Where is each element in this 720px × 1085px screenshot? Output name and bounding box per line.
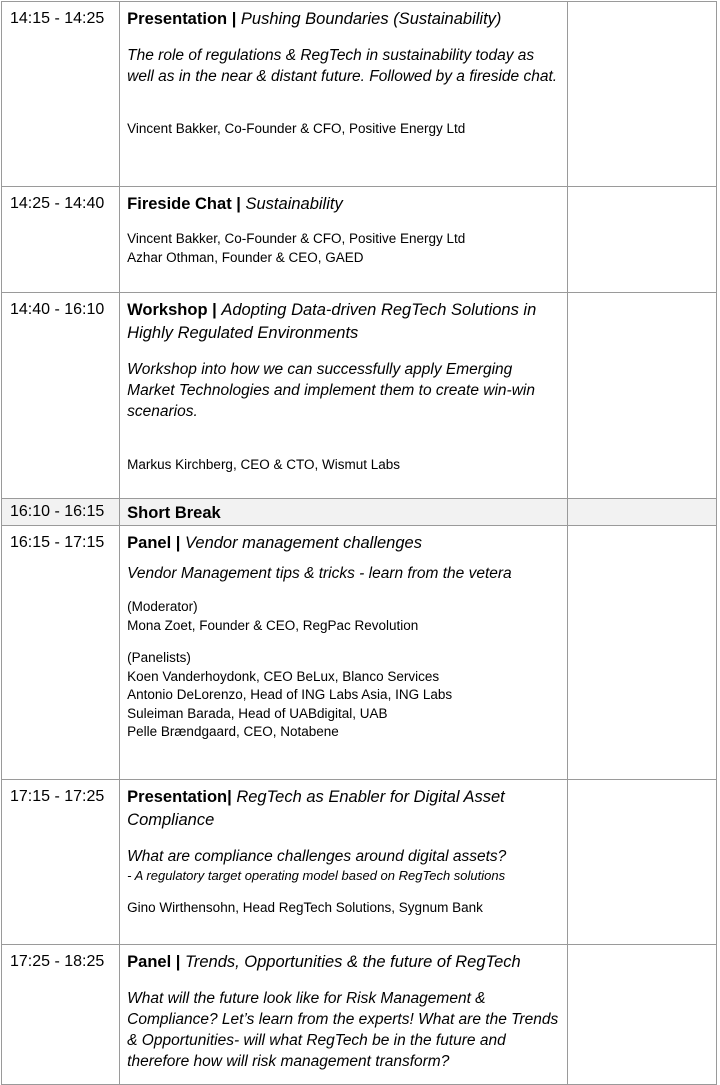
session-extra-cell [567, 780, 716, 945]
session-row [2, 526, 717, 780]
session-extra-cell [567, 187, 716, 293]
session-body-cell [120, 945, 568, 1085]
agenda-table [1, 1, 717, 1085]
session-separator: | [175, 534, 181, 552]
session-description: Vendor Management tips & tricks - learn from the vetera [127, 565, 512, 582]
session-time: 16:10 - 16:15 [10, 503, 105, 520]
session-description: The role of regulations & RegTech in sustainability today as well as in the near & distant future. Followed by a fireside chat. [127, 47, 558, 85]
session-time-cell [2, 499, 120, 526]
session-type: Short Break [127, 504, 221, 522]
session-row [2, 2, 717, 187]
session-title: Vendor management challenges [185, 534, 422, 552]
session-title: Sustainability [245, 195, 343, 213]
session-heading [127, 299, 561, 345]
session-extra-cell [567, 945, 716, 1085]
session-extra-cell [567, 499, 716, 526]
session-body-cell [120, 780, 568, 945]
session-separator: | [227, 788, 232, 806]
session-description: Workshop into how we can successfully apply Emerging Market Technologies and implement them to create win-win scenarios. [127, 361, 535, 420]
session-row [2, 780, 717, 945]
session-body-cell [120, 2, 568, 187]
session-title: Pushing Boundaries (Sustainability) [240, 10, 502, 28]
session-type: Fireside Chat [127, 195, 232, 213]
session-separator: | [231, 10, 237, 28]
session-title: Adopting Data-driven RegTech Solutions in Highly Regulated Environments [127, 301, 537, 342]
session-extra-cell [567, 526, 716, 780]
speaker: Gino Wirthensohn, Head RegTech Solutions, Sygnum Bank [127, 900, 483, 915]
panelist: Antonio DeLorenzo, Head of ING Labs Asia, ING Labs [127, 687, 453, 702]
break-row [2, 499, 717, 526]
speaker: Markus Kirchberg, CEO & CTO, Wismut Labs [127, 457, 400, 472]
session-separator: | [212, 301, 217, 319]
session-title: RegTech as Enabler for Digital Asset Compliance [127, 788, 505, 829]
session-extra-cell [567, 2, 716, 187]
session-description: What are compliance challenges around digital assets? [127, 848, 507, 865]
session-heading [127, 532, 561, 555]
session-row [2, 945, 717, 1085]
session-type: Panel [127, 953, 172, 971]
panelist: Suleiman Barada, Head of UABdigital, UAB [127, 705, 388, 721]
session-time-cell [2, 2, 120, 187]
session-type: Presentation [127, 788, 228, 806]
speaker: Vincent Bakker, Co-Founder & CFO, Positive Energy Ltd [127, 121, 466, 136]
session-separator: | [236, 195, 241, 213]
session-row [2, 293, 717, 499]
panelist: Pelle Brændgaard, CEO, Notabene [127, 724, 339, 739]
session-time: 14:25 - 14:40 [10, 195, 105, 212]
session-time: 17:15 - 17:25 [10, 788, 105, 805]
session-description-sub: - A regulatory target operating model based on RegTech solutions [127, 868, 506, 883]
session-body-cell [120, 293, 568, 499]
session-extra-cell [567, 293, 716, 499]
panelist: Koen Vanderhoydonk, CEO BeLux, Blanco Services [127, 668, 440, 684]
moderator: Mona Zoet, Founder & CEO, RegPac Revolution [127, 617, 419, 633]
session-time: 14:15 - 14:25 [10, 10, 105, 27]
session-type: Panel [127, 534, 172, 552]
session-row [2, 187, 717, 293]
session-body-cell [120, 499, 568, 526]
session-heading [127, 951, 561, 974]
session-time: 17:25 - 18:25 [10, 953, 105, 970]
session-body-cell [120, 187, 568, 293]
session-heading [127, 8, 561, 31]
session-type: Presentation [127, 10, 228, 28]
speaker: Azhar Othman, Founder & CEO, GAED [127, 249, 364, 265]
session-description: What will the future look like for Risk Management & Compliance? Let’s learn from the experts! What are the Trends & Opportunities- will what RegTech be in the future and therefore how will risk management transform? [127, 990, 559, 1070]
session-time-cell [2, 293, 120, 499]
session-time: 16:15 - 17:15 [10, 534, 105, 551]
session-time: 14:40 - 16:10 [10, 301, 105, 318]
session-time-cell [2, 945, 120, 1085]
session-heading [127, 500, 561, 525]
session-body-cell [120, 526, 568, 780]
session-title: Trends, Opportunities & the future of RegTech [185, 953, 521, 971]
panelists-label: (Panelists) [127, 650, 191, 665]
session-heading [127, 786, 561, 832]
session-time-cell [2, 780, 120, 945]
moderator-label: (Moderator) [127, 599, 198, 614]
session-heading [127, 193, 561, 216]
speaker: Vincent Bakker, Co-Founder & CFO, Positive Energy Ltd [127, 231, 466, 246]
session-type: Workshop [127, 301, 208, 319]
session-time-cell [2, 526, 120, 780]
session-time-cell [2, 187, 120, 293]
session-separator: | [175, 953, 181, 971]
